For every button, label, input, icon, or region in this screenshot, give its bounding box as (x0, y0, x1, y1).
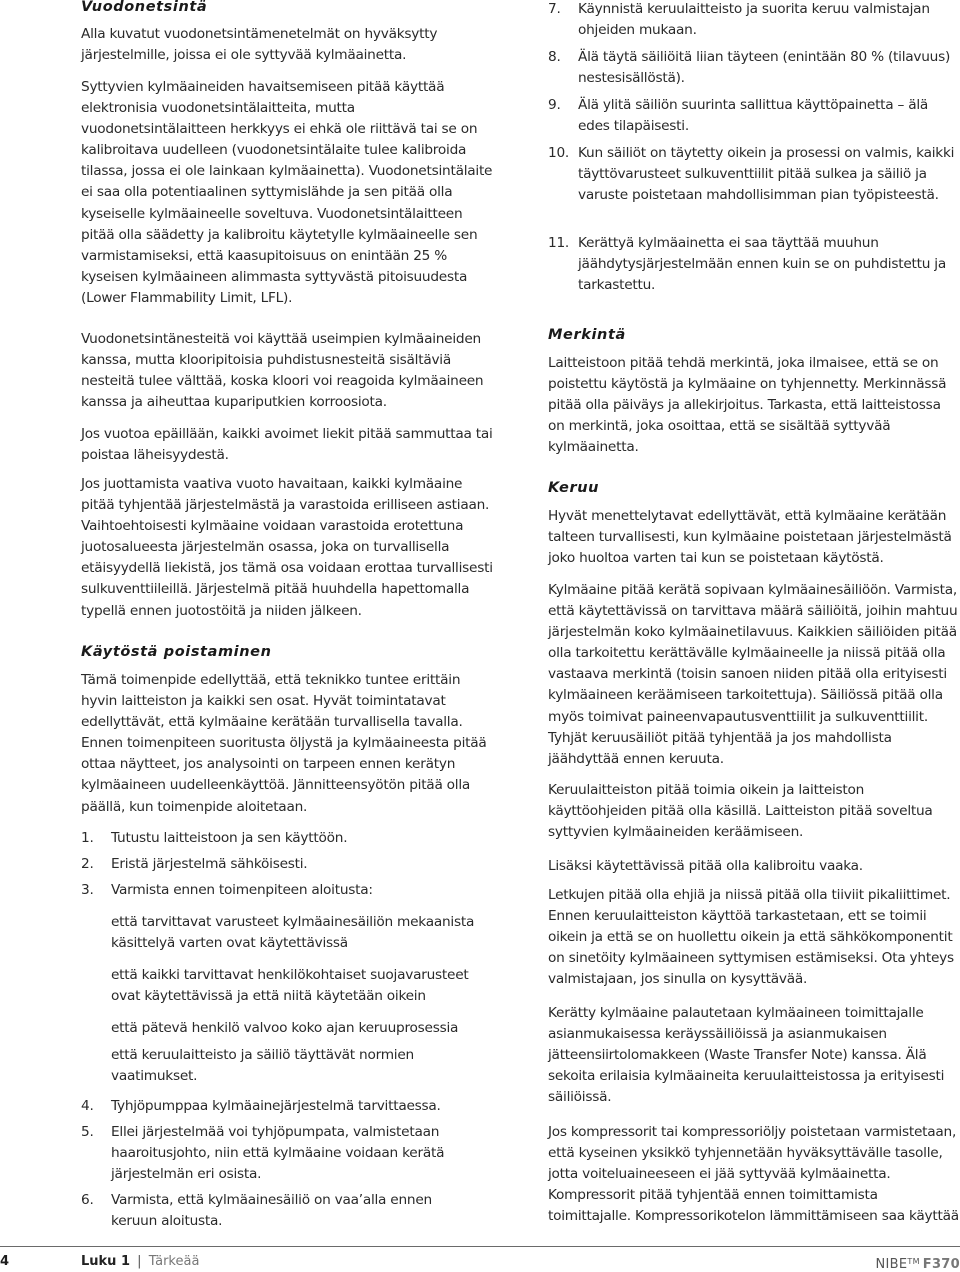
step-number: 5. (81, 1124, 94, 1140)
paragraph-intro: Alla kuvatut vuodonetsintämenetelmät on hyväksytty järjestelmille, joissa ei ole syttyvää kylmäainetta. (81, 26, 438, 64)
step-text: Varmista, että kylmäainesäiliö on vaa’alla ennen keruun aloitusta. (111, 1192, 432, 1230)
list-item (548, 47, 960, 95)
paragraph-recovery-intro: Hyvät menettelytavat edellyttävät, että kylmäaine kerätään talteen turvallisesti, kun kylmäaine poistetaan järjestelmästä joko huoltoa varten tai kun se poistetaan käytöstä. (548, 508, 952, 567)
step-text: Tutustu laitteistoon ja sen käyttöön. (111, 830, 348, 846)
step-text: Ellei järjestelmää voi tyhjöpumpata, valmistetaan haaroitusjohto, niin että kylmäaine voidaan kerätä järjestelmän eri osista. (111, 1124, 445, 1183)
model-name: F370 (922, 1257, 960, 1272)
paragraph-marking: Laitteistoon pitää tehdä merkintä, joka ilmaisee, että se on poistettu käytöstä ja kylmäaine on tyhjennetty. Merkinnässä pitää olla päiväys ja allekirjoitus. Tarkasta, että laitteistossa on merkintä, joka osoittaa, että se sisältää syttyvää kylmäainetta. (548, 355, 947, 456)
footer-divider (0, 1246, 960, 1247)
chapter-title: Tärkeää (148, 1254, 200, 1269)
sub-item: että pätevä henkilö valvoo koko ajan keruuprosessia (111, 1020, 459, 1036)
page-number: 4 (0, 1254, 10, 1269)
paragraph-recovery-equipment: Keruulaitteiston pitää toimia oikein ja laitteiston käyttöohjeiden pitää olla käsillä. Laitteiston pitää soveltua syttyvien kylmäaineiden keräämiseen. (548, 782, 933, 841)
step-number: 7. (548, 1, 561, 17)
step-number: 10. (548, 145, 570, 161)
paragraph-hoses: Letkujen pitää olla ehjiä ja niissä pitää olla tiiviit pikaliittimet. Ennen keruulaitteiston käyttöä tarkastetaan, ett se toimii oikein ja että se on huollettu oikein ja että sähkökomponentit on sinetöity kylmäaineen syttymisen estämiseksi. Ota yhteys valmistajaan, jos sinulla on kysyttävää. (548, 887, 954, 988)
paragraph-leak-fluids: Vuodonetsintänesteitä voi käyttää useimpien kylmäaineiden kanssa, mutta klooripitoisia puhdistusnesteitä sisältäviä nesteitä tulee välttää, koska kloori voi reagoida kylmäaineen kanssa ja aiheuttaa kupariputkien korroosiota. (81, 331, 484, 411)
paragraph-open-flames: Jos vuotoa epäillään, kaikki avoimet liekit pitää sammuttaa tai poistaa läheisyydestä. (81, 426, 493, 464)
trademark-sign: TM (907, 1257, 920, 1266)
heading-vuodonetsinta: Vuodonetsintä (81, 0, 208, 15)
paragraph-return: Kerätty kylmäaine palautetaan kylmäaineen toimittajalle asianmukaisessa keräyssäiliöissä ja asianmukaisen jätteensiirtolomakkeen (Waste Transfer Note) kanssa. Älä sekoita erilaisia kylmäaineita keruulaitteistossa ja erityisesti säiliöissä. (548, 1005, 945, 1106)
paragraph-brazing: Jos juottamista vaativa vuoto havaitaan, kaikki kylmäaine pitää tyhjentää järjestelmästä ja varastoida erilliseen astiaan. Vaihtoehtoisesti kylmäaine voidaan varastoida erotettuna juotosalueesta järjestelmän osassa, joka on turvallisella etäisyydellä liekistä, jos tämä osa voidaan erottaa turvallisesti sulkuventtiileillä. Järjestelmä pitää huuhdella hapettomalla typellä ennen juotostöitä ja niiden jälkeen. (81, 476, 493, 619)
step-text: Tyhjöpumppaa kylmäainejärjestelmä tarvittaessa. (111, 1098, 441, 1114)
step-text: Käynnistä keruulaitteisto ja suorita keruu valmistajan ohjeiden mukaan. (578, 1, 930, 39)
step-text: Kun säiliöt on täytetty oikein ja prosessi on valmis, kaikki täyttövarusteet sulkuventtiilit pitää sulkea ja säiliö ja varuste poistetaan mahdollisimman pian työpisteestä. (578, 145, 955, 204)
paragraph-scale: Lisäksi käytettävissä pitää olla kalibroitu vaaka. (548, 858, 863, 874)
list-item (548, 143, 960, 233)
brand-name: NIBE (875, 1257, 908, 1272)
step-number: 8. (548, 49, 561, 65)
list-item (81, 854, 501, 880)
paragraph-recovery-containers: Kylmäaine pitää kerätä sopivaan kylmäainesäiliöön. Varmista, että käytettävissä on tarvittava määrä säiliöitä, joihin mahtuu järjestelmän koko kylmäainetilavuus. Kaikkien säiliöiden pitää olla tarkoitettu kerättävälle kylmäaineelle ja niissä pitää olla vastaava merkintä (toisin sanoen niiden pitää olla erityisesti kylmäaineen keräämiseen tarkoitettuja). Säiliössä pitää olla myös toimivat paineenvapautusventtiilit ja sulkuventtiilit. Tyhjät keruusäiliöt pitää tyhjentää ja jos mahdollista jäähdyttää ennen keruuta. (548, 582, 958, 767)
list-item (548, 95, 960, 143)
step-text: Eristä järjestelmä sähköisesti. (111, 856, 308, 872)
list-item (81, 828, 501, 854)
brand-model (875, 1255, 960, 1272)
chapter-label: Luku 1 (81, 1254, 131, 1269)
list-item (81, 1096, 501, 1117)
step-number: 6. (81, 1192, 94, 1208)
list-item (81, 880, 501, 901)
paragraph-electronic-detectors: Syttyvien kylmäaineiden havaitsemiseen pitää käyttää elektronisia vuodonetsintälaitteita, mutta vuodonetsintälaitteen herkkyys ei ehkä ole riittävä tai se on kalibroitava uudelleen (vuodonetsintälaite tulee kalibroida tilassa, jossa ei ole lainkaan kylmäainetta). Vuodonetsintälaite ei saa olla potentiaalinen syttymislähde ja sen pitää olla kyseiselle kylmäaineelle soveltuva. Vuodonetsintälaitteen pitää olla säädetty ja kalibroitu käytetylle kylmäaineelle sen varmistamiseksi, että kaasupitoisuus on enintään 25 % kyseisen kylmäaineen alimmasta syttyvästä pitoisuudesta (Lower Flammability Limit, LFL). (81, 79, 493, 306)
step-text: Kerättyä kylmäainetta ei saa täyttää muuhun jäähdytysjärjestelmään ennen kuin se on puhdistettu ja tarkastettu. (578, 235, 946, 294)
step-number: 1. (81, 830, 94, 846)
sub-item: että tarvittavat varusteet kylmäainesäiliön mekaanista käsittelyä varten ovat käytettävissä (111, 914, 475, 952)
chapter-breadcrumb (81, 1255, 199, 1269)
step-text: Älä ylitä säiliön suurinta sallittua käyttöpainetta – älä edes tilapäisesti. (578, 97, 929, 135)
steps-list-1 (81, 828, 501, 901)
steps-list-3 (548, 0, 960, 296)
step-number: 11. (548, 235, 570, 251)
paragraph-compressors: Jos kompressorit tai kompressoriöljy poistetaan varmistetaan, että kyseinen yksikkö tyhjennetään hyväksyttävälle tasolle, jotta voiteluaineeseen ei jää syttyvää kylmäainetta. Kompressorit pitää tyhjentää ennen toimittamista toimittajalle. Kompressorikotelon lämmittämiseen saa käyttää (548, 1124, 959, 1225)
list-item (548, 0, 960, 47)
sub-item: että keruulaitteisto ja säiliö täyttävät normien vaatimukset. (111, 1047, 414, 1085)
step-number: 3. (81, 882, 94, 898)
list-item (81, 1190, 501, 1232)
step-number: 9. (548, 97, 561, 113)
heading-kaytosta-poistaminen: Käytöstä poistaminen (81, 644, 272, 660)
list-item (81, 1122, 501, 1190)
sub-item: että kaikki tarvittavat henkilökohtaiset suojavarusteet ovat käytettävissä ja että niitä käytetään oikein (111, 967, 469, 1005)
steps-list-2 (81, 1096, 501, 1232)
paragraph-decommissioning: Tämä toimenpide edellyttää, että teknikko tuntee erittäin hyvin laitteiston ja kaikki sen osat. Hyvät toimintatavat edellyttävät, että kylmäaine kerätään turvallisella tavalla. Ennen toimenpiteen suoritusta öljystä ja kylmäaineesta pitää ottaa näytteet, jos analysointi on tarpeen ennen kerätyn kylmäaineen uudelleenkäyttöä. Jännitteensyötön pitää olla päällä, kun toimenpide aloitetaan. (81, 672, 487, 815)
step-text: Älä täytä säiliöitä liian täyteen (enintään 80 % (tilavuus) nestesisällöstä). (578, 49, 951, 87)
step-number: 2. (81, 856, 94, 872)
list-item (548, 233, 960, 296)
step-number: 4. (81, 1098, 94, 1114)
heading-merkinta: Merkintä (548, 327, 626, 343)
heading-keruu: Keruu (548, 480, 600, 496)
breadcrumb-separator: | (137, 1254, 142, 1269)
step-text: Varmista ennen toimenpiteen aloitusta: (111, 882, 373, 898)
